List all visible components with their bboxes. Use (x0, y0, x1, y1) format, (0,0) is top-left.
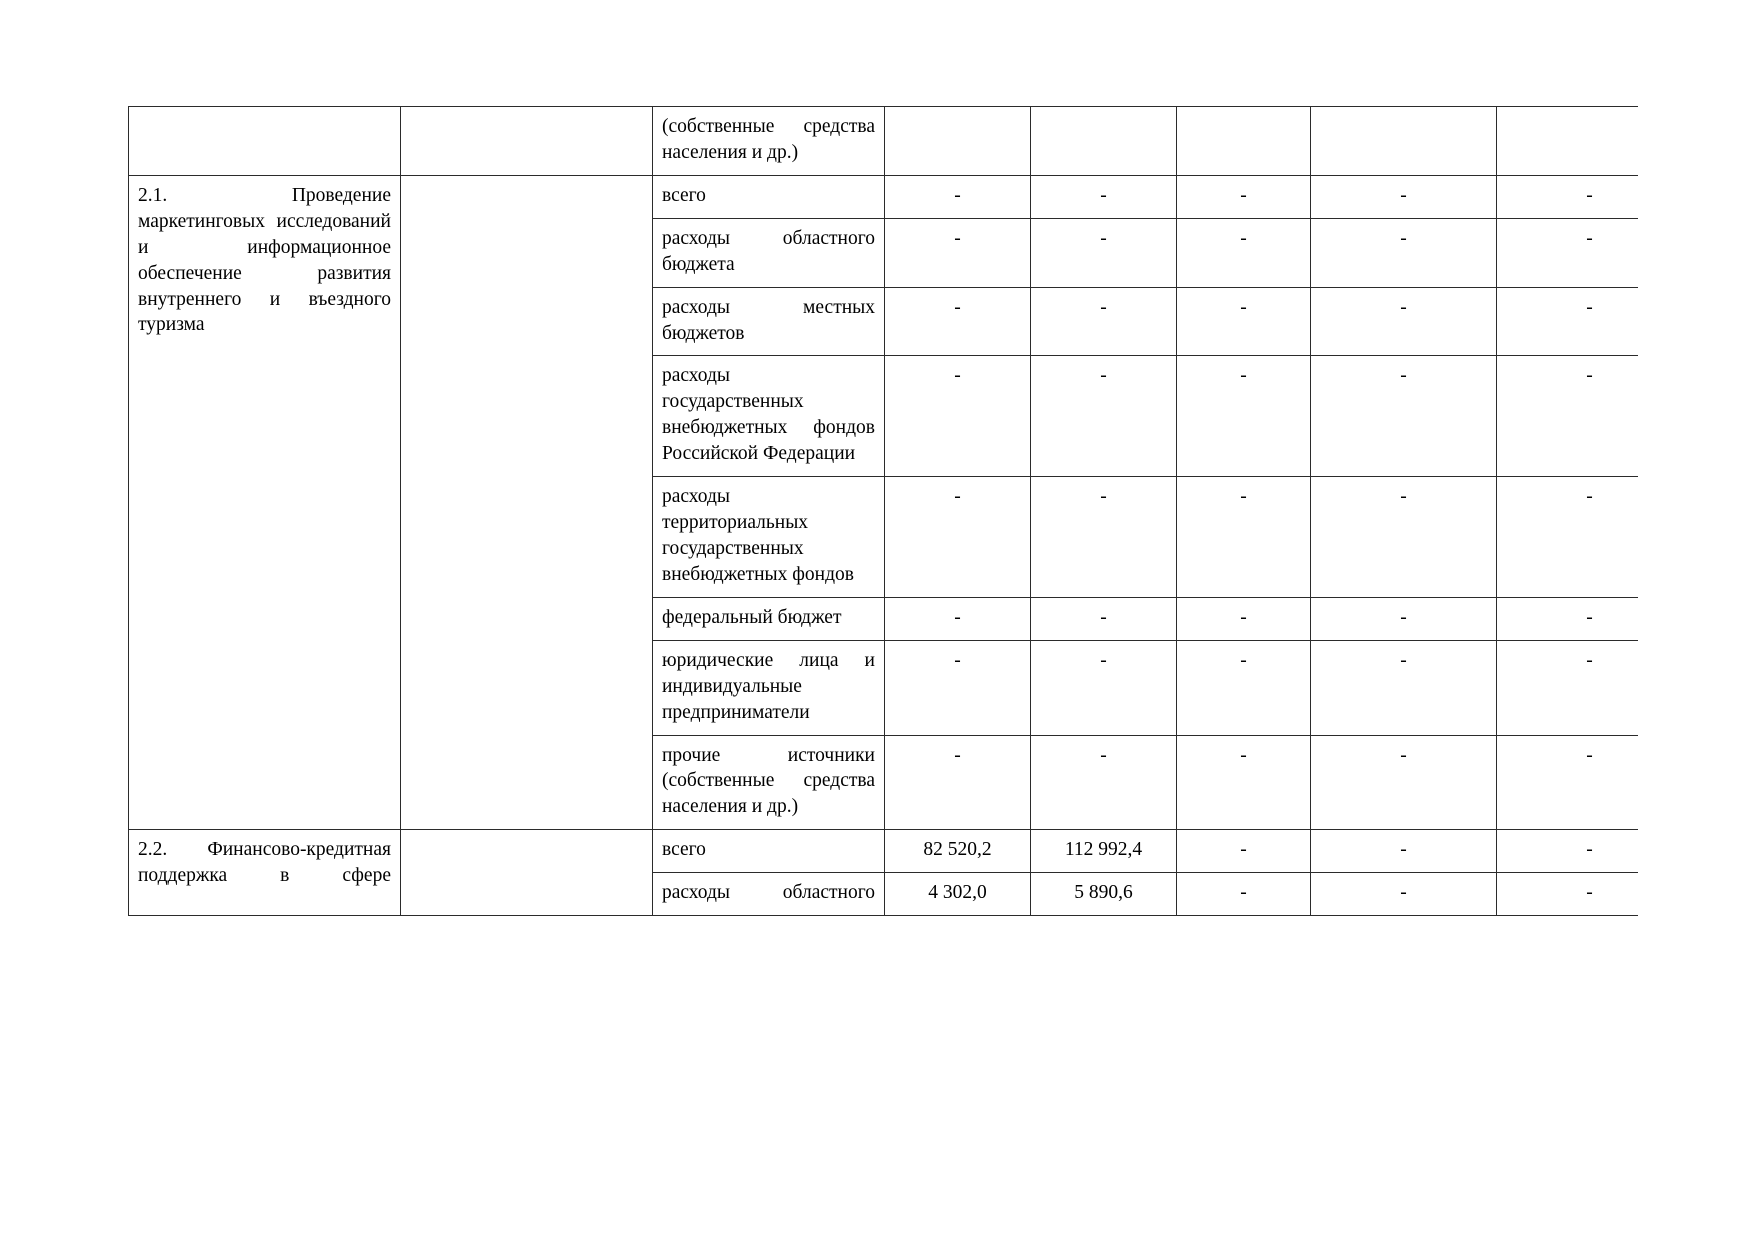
funding-source-cell: расходы местных бюджетов (653, 287, 885, 356)
value-cell-year-2 (1031, 107, 1177, 176)
value-cell-year-3: - (1177, 640, 1311, 735)
table-row (129, 107, 1639, 176)
funding-source-cell: юридические лица и индивидуальные предприниматели (653, 640, 885, 735)
value-cell-year-3 (1177, 107, 1311, 176)
value-cell-year-3: - (1177, 287, 1311, 356)
value-cell-year-4: - (1311, 640, 1497, 735)
value-cell-year-5: - (1497, 356, 1639, 477)
value-cell-year-4: - (1311, 735, 1497, 830)
funding-source-cell: (собственные средства населения и др.) (653, 107, 885, 176)
value-cell-year-1: - (885, 175, 1031, 218)
executor-cell (401, 830, 653, 916)
value-cell-year-1: - (885, 735, 1031, 830)
funding-source-cell: расходы областного (653, 873, 885, 916)
funding-source-cell: всего (653, 830, 885, 873)
value-cell-year-3: - (1177, 175, 1311, 218)
value-cell-year-5: - (1497, 218, 1639, 287)
table-row (129, 830, 1639, 873)
value-cell-year-2: - (1031, 218, 1177, 287)
value-cell-year-1: 82 520,2 (885, 830, 1031, 873)
funding-source-cell: всего (653, 175, 885, 218)
value-cell-year-5: - (1497, 830, 1639, 873)
executor-cell (401, 107, 653, 176)
activity-cell (129, 175, 401, 829)
value-cell-year-5: - (1497, 477, 1639, 598)
value-cell-year-3: - (1177, 477, 1311, 598)
value-cell-year-4: - (1311, 287, 1497, 356)
value-cell-year-3: - (1177, 356, 1311, 477)
funding-source-cell: расходы территориальных государственных внебюджетных фондов (653, 477, 885, 598)
value-cell-year-4: - (1311, 356, 1497, 477)
value-cell-year-5: - (1497, 735, 1639, 830)
value-cell-year-1: - (885, 640, 1031, 735)
value-cell-year-2: - (1031, 477, 1177, 598)
value-cell-year-3: - (1177, 597, 1311, 640)
value-cell-year-2: 112 992,4 (1031, 830, 1177, 873)
funding-source-cell: расходы областного бюджета (653, 218, 885, 287)
budget-table (128, 106, 1638, 916)
value-cell-year-4: - (1311, 175, 1497, 218)
value-cell-year-5: - (1497, 873, 1639, 916)
value-cell-year-2: - (1031, 735, 1177, 830)
value-cell-year-4 (1311, 107, 1497, 176)
value-cell-year-2: 5 890,6 (1031, 873, 1177, 916)
value-cell-year-1: - (885, 287, 1031, 356)
activity-number: 2.1. (138, 184, 168, 206)
value-cell-year-3: - (1177, 218, 1311, 287)
funding-source-cell: расходы государственных внебюджетных фондов Российской Федерации (653, 356, 885, 477)
value-cell-year-4: - (1311, 597, 1497, 640)
value-cell-year-2: - (1031, 175, 1177, 218)
value-cell-year-5: - (1497, 175, 1639, 218)
table-row (129, 175, 1639, 218)
value-cell-year-5: - (1497, 597, 1639, 640)
value-cell-year-2: - (1031, 597, 1177, 640)
value-cell-year-4: - (1311, 477, 1497, 598)
value-cell-year-3: - (1177, 873, 1311, 916)
value-cell-year-1 (885, 107, 1031, 176)
budget-table-container (128, 106, 1638, 916)
value-cell-year-4: - (1311, 830, 1497, 873)
value-cell-year-4: - (1311, 873, 1497, 916)
activity-title: Проведение маркетинговых исследований и информационное обеспечение развития внутреннего и въездного туризма (138, 184, 391, 336)
value-cell-year-2: - (1031, 356, 1177, 477)
value-cell-year-4: - (1311, 218, 1497, 287)
value-cell-year-3: - (1177, 735, 1311, 830)
value-cell-year-5: - (1497, 640, 1639, 735)
value-cell-year-1: - (885, 477, 1031, 598)
value-cell-year-1: - (885, 597, 1031, 640)
value-cell-year-2: - (1031, 287, 1177, 356)
value-cell-year-1: - (885, 356, 1031, 477)
value-cell-year-1: 4 302,0 (885, 873, 1031, 916)
executor-cell (401, 175, 653, 829)
funding-source-cell: федеральный бюджет (653, 597, 885, 640)
value-cell-year-3: - (1177, 830, 1311, 873)
funding-source-cell: прочие источники (собственные средства населения и др.) (653, 735, 885, 830)
value-cell-year-5: - (1497, 287, 1639, 356)
value-cell-year-2: - (1031, 640, 1177, 735)
activity-cell (129, 107, 401, 176)
value-cell-year-1: - (885, 218, 1031, 287)
activity-cell: 2.2. Финансово-кредитная поддержка в сфере (129, 830, 401, 916)
value-cell-year-5 (1497, 107, 1639, 176)
